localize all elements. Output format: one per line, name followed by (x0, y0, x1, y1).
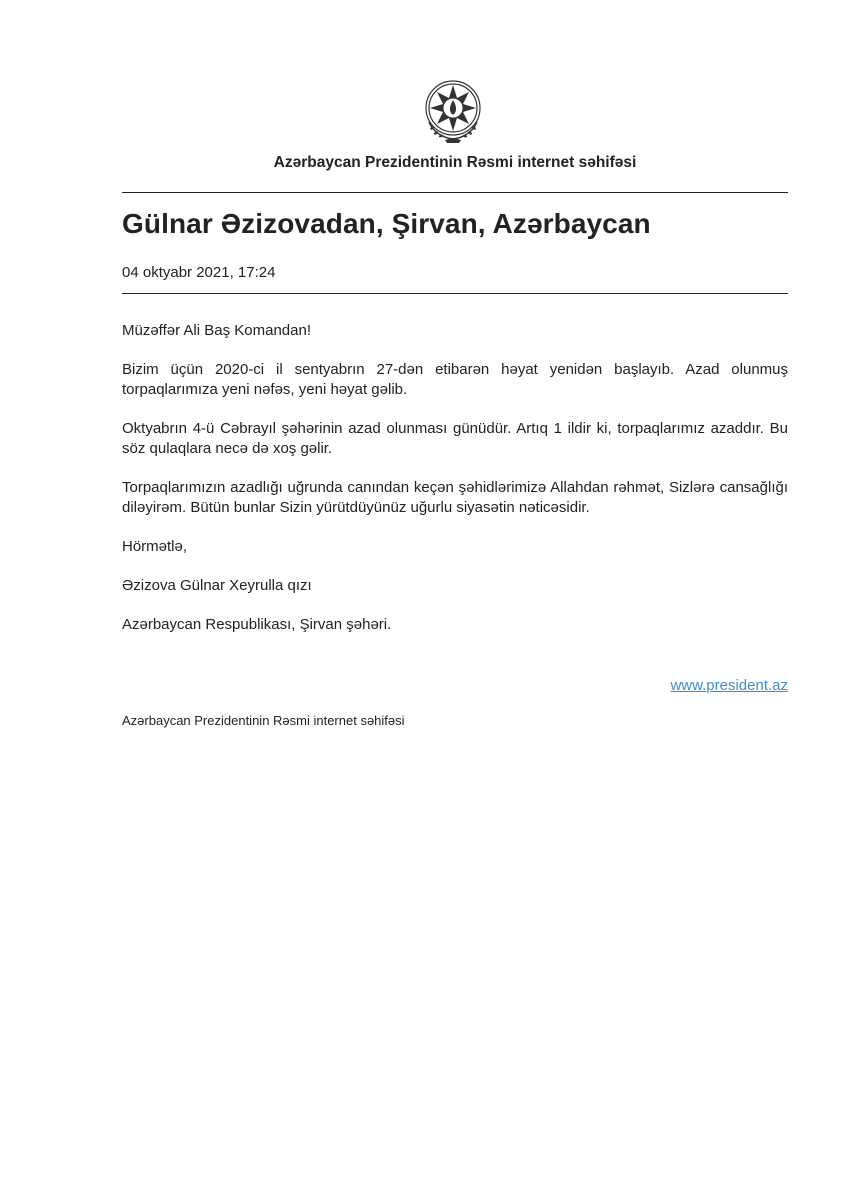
signature-name: Əzizova Gülnar Xeyrulla qızı (122, 577, 312, 594)
article-body (122, 321, 788, 654)
header-divider (122, 192, 788, 193)
title-divider (122, 293, 788, 294)
body-paragraph: Oktyabrın 4-ü Cəbrayıl şəhərinin azad olunması günüdür. Artıq 1 ildir ki, torpaqlarımız azaddır. Bu söz qulaqlara necə də xoş gəlir. (122, 420, 788, 457)
article-date: 04 oktyabr 2021, 17:24 (122, 264, 276, 281)
page-title: Gülnar Əzizovadan, Şirvan, Azərbaycan (122, 208, 651, 239)
president-site-link[interactable]: www.president.az (670, 677, 788, 694)
signature-location: Azərbaycan Respublikası, Şirvan şəhəri. (122, 616, 392, 633)
body-paragraph: Bizim üçün 2020-ci il sentyabrın 27-dən etibarən həyat yenidən başlayıb. Azad olunmuş torpaqlarımıza yeni nəfəs, yeni həyat gəlib. (122, 361, 788, 398)
site-header-title: Azərbaycan Prezidentinin Rəsmi internet səhifəsi (273, 154, 637, 171)
body-paragraph: Torpaqlarımızın azadlığı uğrunda canından keçən şəhidlərimizə Allahdan rəhmət, Sizlərə cansağlığı diləyirəm. Bütün bunlar Sizin yürütdüyünüz uğurlu siyasətin nəticəsidir. (122, 479, 788, 516)
site-footer-title: Azərbaycan Prezidentinin Rəsmi internet səhifəsi (122, 713, 405, 728)
salutation: Müzəffər Ali Baş Komandan! (122, 322, 311, 339)
azerbaijan-state-emblem-icon (423, 78, 483, 144)
closing: Hörmətlə, (122, 538, 188, 555)
